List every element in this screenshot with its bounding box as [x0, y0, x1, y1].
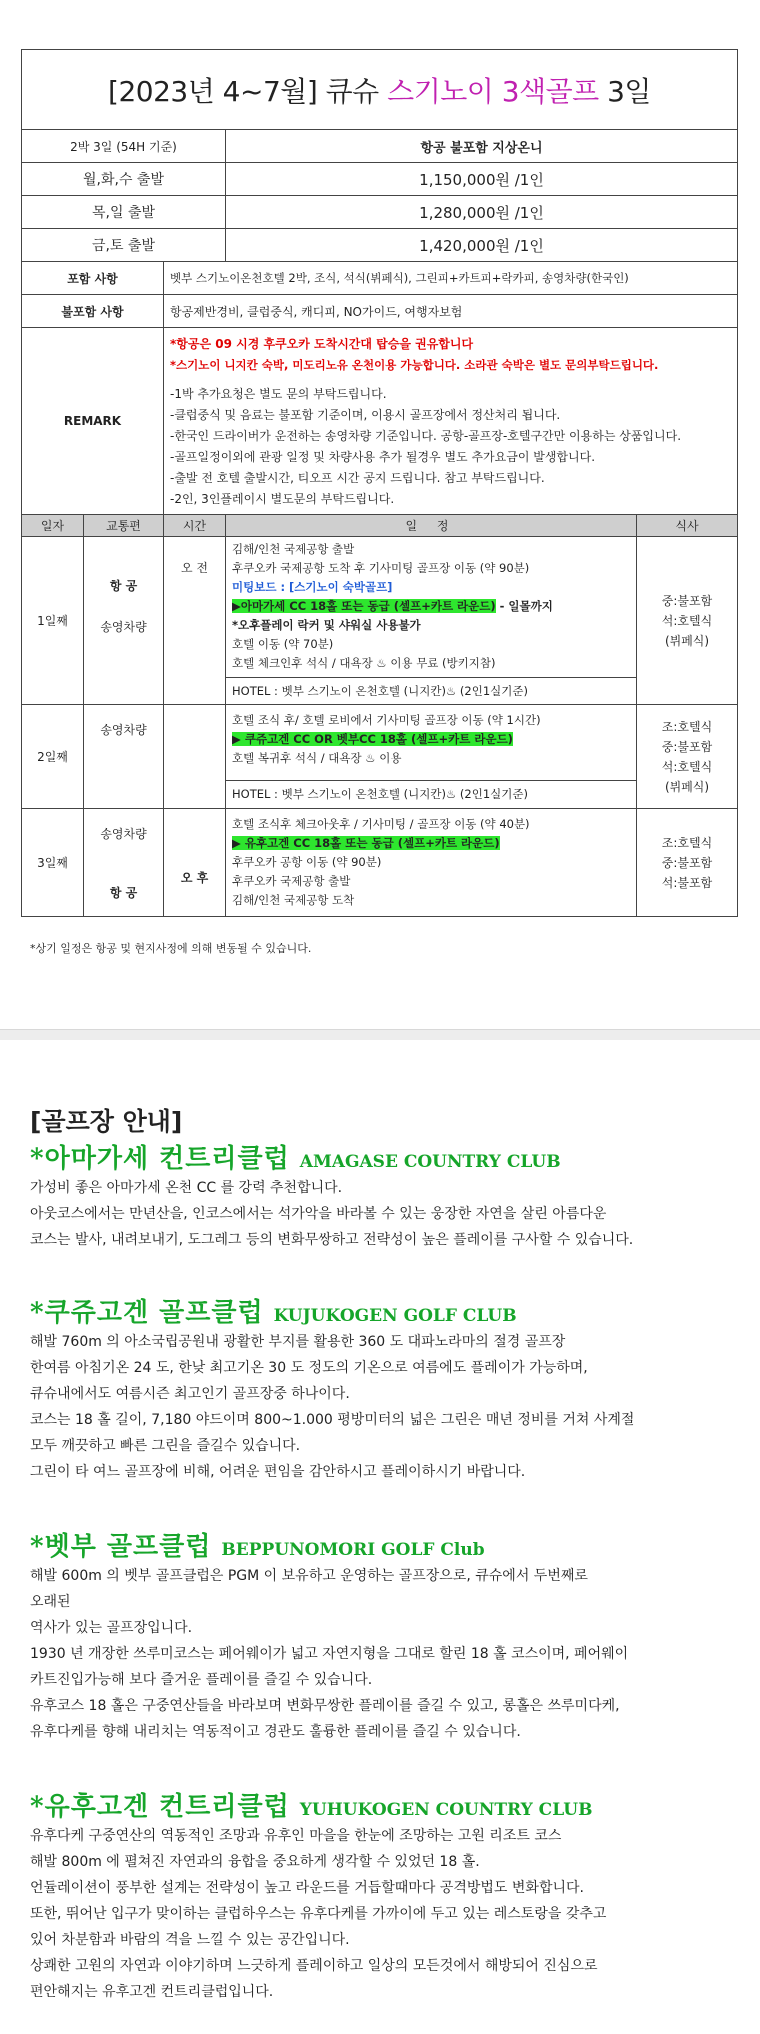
excludes-label: 불포함 사항 — [22, 295, 164, 328]
club-yuhukogen — [30, 1786, 606, 2005]
club-description-line: 코스는 18 홀 길이, 7,180 야드이며 800~1.000 평방미터의 넓은 그린은 매년 정비를 거쳐 사계절 — [30, 1412, 635, 1428]
schedule-note: *상기 일정은 항공 및 현지사정에 의해 변동될 수 있습니다. — [30, 942, 312, 955]
club-description-line: 언듈레이션이 풍부한 설계는 전략성이 높고 라운드를 거듭할때마다 공격방법도 변화합니다. — [30, 1880, 584, 1896]
club-description-line: 유후다케를 향해 내리치는 역동적이고 경관도 훌륭한 플레이를 즐길 수 있습니다. — [30, 1724, 521, 1740]
hotel-line: HOTEL : 벳부 스기노이 온천호텔 (니지칸)♨ (2인1실기준) — [226, 677, 636, 701]
club-description-line: 오래된 — [30, 1594, 71, 1610]
club-description-line: 가성비 좋은 아마가세 온천 CC 를 강력 추천합니다. — [30, 1180, 343, 1196]
club-description-line: 큐슈내에서도 여름시즌 최고인기 골프장중 하나이다. — [30, 1386, 350, 1402]
schedule-row-day2: 2일째 송영차량 호텔 조식 후/ 호텔 로비에서 기사미팅 골프장 이동 (약 1시간) ▶ 쿠쥬고겐 CC OR 벳부CC 18홀 (셀프+카트 라운드) 호텔 복귀후 석식 / 대욕장 ♨ 이용 HOTEL : 벳부 스기노이 온천호텔 (니지칸)♨ (2인1실기준) 조:호텔식 중:불포함 석:호텔식 (뷔페식) — [22, 705, 738, 809]
page-title: [2023년 4~7월] 큐슈 스기노이 3색골프 3일 — [22, 50, 738, 130]
golf-guide-sheet — [0, 1040, 760, 2034]
hotel-line: HOTEL : 벳부 스기노이 온천호텔 (니지칸)♨ (2인1실기준) — [226, 780, 636, 804]
itinerary-table — [21, 49, 738, 917]
club-description-line: 역사가 있는 골프장입니다. — [30, 1620, 193, 1636]
club-description-line: 카트진입가능해 보다 즐거운 플레이를 즐길 수 있습니다. — [30, 1672, 373, 1688]
remark-text: *항공은 09 시경 후쿠오카 도착시간대 탑승을 권유합니다 *스기노이 니지칸 숙박, 미도리노유 온천이용 가능합니다. 소라관 숙박은 별도 문의부탁드립니다. -1박 추가요청은 별도 문의 부탁드립니다. -클럽중식 및 음료는 불포함 기준이며, 이용시 골프장에서 정산처리 됩니다. -한국인 드라이버가 운전하는 송영차량 기준입니다. 공항-골프장-호텔구간만 이용하는 상품입니다. -골프일정이외에 관광 일정 및 차량사용 추가 될경우 별도 추가요금이 발생합니다. -출발 전 호텔 출발시간, 티오프 시간 공지 드립니다. 참고 부탁드립니다. -2인, 3인플레이시 별도문의 부탁드립니다. — [164, 328, 738, 515]
duration-cell: 2박 3일 (54H 기준) — [22, 130, 226, 163]
club-description-line: 유후코스 18 홀은 구중연산들을 바라보며 변화무쌍한 플레이를 즐길 수 있고, 롱홀은 쓰루미다케, — [30, 1698, 620, 1714]
schedule-header: 일자 교통편 시간 일 정 식사 — [22, 515, 738, 537]
club-name: *쿠쥬고겐 골프클럽 KUJUKOGEN GOLF CLUB — [30, 1298, 517, 1328]
club-description-line: 상쾌한 고원의 자연과 이야기하며 느긋하게 플레이하고 일상의 모든것에서 해방되어 진심으로 — [30, 1958, 598, 1974]
club-description-line: 해발 760m 의 아소국립공원내 광활한 부지를 활용한 360 도 대파노라마의 절경 골프장 — [30, 1334, 566, 1350]
guide-title: [골프장 안내] — [30, 1107, 183, 1136]
club-amagase — [30, 1138, 633, 1253]
club-beppunomori — [30, 1526, 628, 1745]
club-kujukogen — [30, 1292, 634, 1485]
club-description-line: 편안해지는 유후고겐 컨트리클럽입니다. — [30, 1984, 274, 2000]
club-description-line: 아웃코스에서는 만년산을, 인코스에서는 석가악을 바라볼 수 있는 웅장한 자연을 살린 아름다운 — [30, 1206, 607, 1222]
package-type-cell: 항공 불포함 지상온니 — [226, 130, 738, 163]
club-description-line: 해발 800m 에 펼쳐진 자연과의 융합을 중요하게 생각할 수 있었던 18 홀. — [30, 1854, 480, 1870]
club-description-line: 1930 년 개장한 쓰루미코스는 페어웨이가 넓고 자연지형을 그대로 할린 18 홀 코스이며, 페어웨이 — [30, 1646, 629, 1662]
club-name: *유후고겐 컨트리클럽 YUHUKOGEN COUNTRY CLUB — [30, 1792, 593, 1822]
remark-label: REMARK — [22, 328, 164, 515]
club-name: *벳부 골프클럽 BEPPUNOMORI GOLF Club — [30, 1532, 485, 1562]
schedule-row-day3: 3일째 송영차량 항 공 오 후 호텔 조식후 체크아웃후 / 기사미팅 / 골프장 이동 (약 40분) ▶ 유후고겐 CC 18홀 또는 동급 (셀프+카트 라운드) 후쿠오카 공항 이동 (약 90분) 후쿠오카 국제공항 출발 김해/인천 국제공항 도착 조:호텔식 중:불포함 석:불포함 — [22, 809, 738, 917]
price-row: 월,화,수 출발 1,150,000원 /1인 — [22, 163, 738, 196]
price-row: 금,토 출발 1,420,000원 /1인 — [22, 229, 738, 262]
club-description-line: 또한, 뛰어난 입구가 맞이하는 클럽하우스는 유후다케를 가까이에 두고 있는 레스토랑을 갖추고 — [30, 1906, 607, 1922]
club-description-line: 모두 깨끗하고 빠른 그린을 즐길수 있습니다. — [30, 1438, 301, 1454]
includes-text: 벳부 스기노이온천호텔 2박, 조식, 석식(뷔페식), 그린피+카트피+락카피, 송영차량(한국인) — [164, 262, 738, 295]
club-description-line: 그린이 타 여느 골프장에 비해, 어려운 편임을 감안하시고 플레이하시기 바랍니다. — [30, 1464, 526, 1480]
excludes-text: 항공제반경비, 클럽중식, 캐디피, NO가이드, 여행자보험 — [164, 295, 738, 328]
club-description-line: 코스는 발사, 내려보내기, 도그레그 등의 변화무쌍하고 전략성이 높은 플레이를 구사할 수 있습니다. — [30, 1232, 634, 1248]
club-description-line: 있어 차분함과 바람의 격을 느낄 수 있는 공간입니다. — [30, 1932, 350, 1948]
club-name: *아마가세 컨트리클럽 AMAGASE COUNTRY CLUB — [30, 1144, 561, 1174]
club-description-line: 유후다케 구중연산의 역동적인 조망과 유후인 마을을 한눈에 조망하는 고원 리조트 코스 — [30, 1828, 562, 1844]
price-row: 목,일 출발 1,280,000원 /1인 — [22, 196, 738, 229]
club-description-line: 해발 600m 의 벳부 골프클럽은 PGM 이 보유하고 운영하는 골프장으로, 큐슈에서 두번째로 — [30, 1568, 588, 1584]
club-description-line: 한여름 아침기온 24 도, 한낮 최고기온 30 도 정도의 기온으로 여름에도 플레이가 가능하며, — [30, 1360, 588, 1376]
schedule-row-day1: 1일째 항 공 송영차량 오 전 김해/인천 국제공항 출발 후쿠오카 국제공항 도착 후 기사미팅 골프장 이동 (약 90분) 미팅보드 : [스기노이 숙박골프] ▶아마가세 CC 18홀 또는 동급 (셀프+카트 라운드) - 일몰까지 *오후플레이 락커 및 샤워실 사용불가 호텔 이동 (약 70분) 호텔 체크인후 석식 / 대욕장 ♨ 이용 무료 (방키지참) HOTEL : 벳부 스기노이 온천호텔 (니지칸)♨ (2인1실기준) 중:불포함 석:호텔식 (뷔페식) — [22, 537, 738, 705]
includes-label: 포함 사항 — [22, 262, 164, 295]
